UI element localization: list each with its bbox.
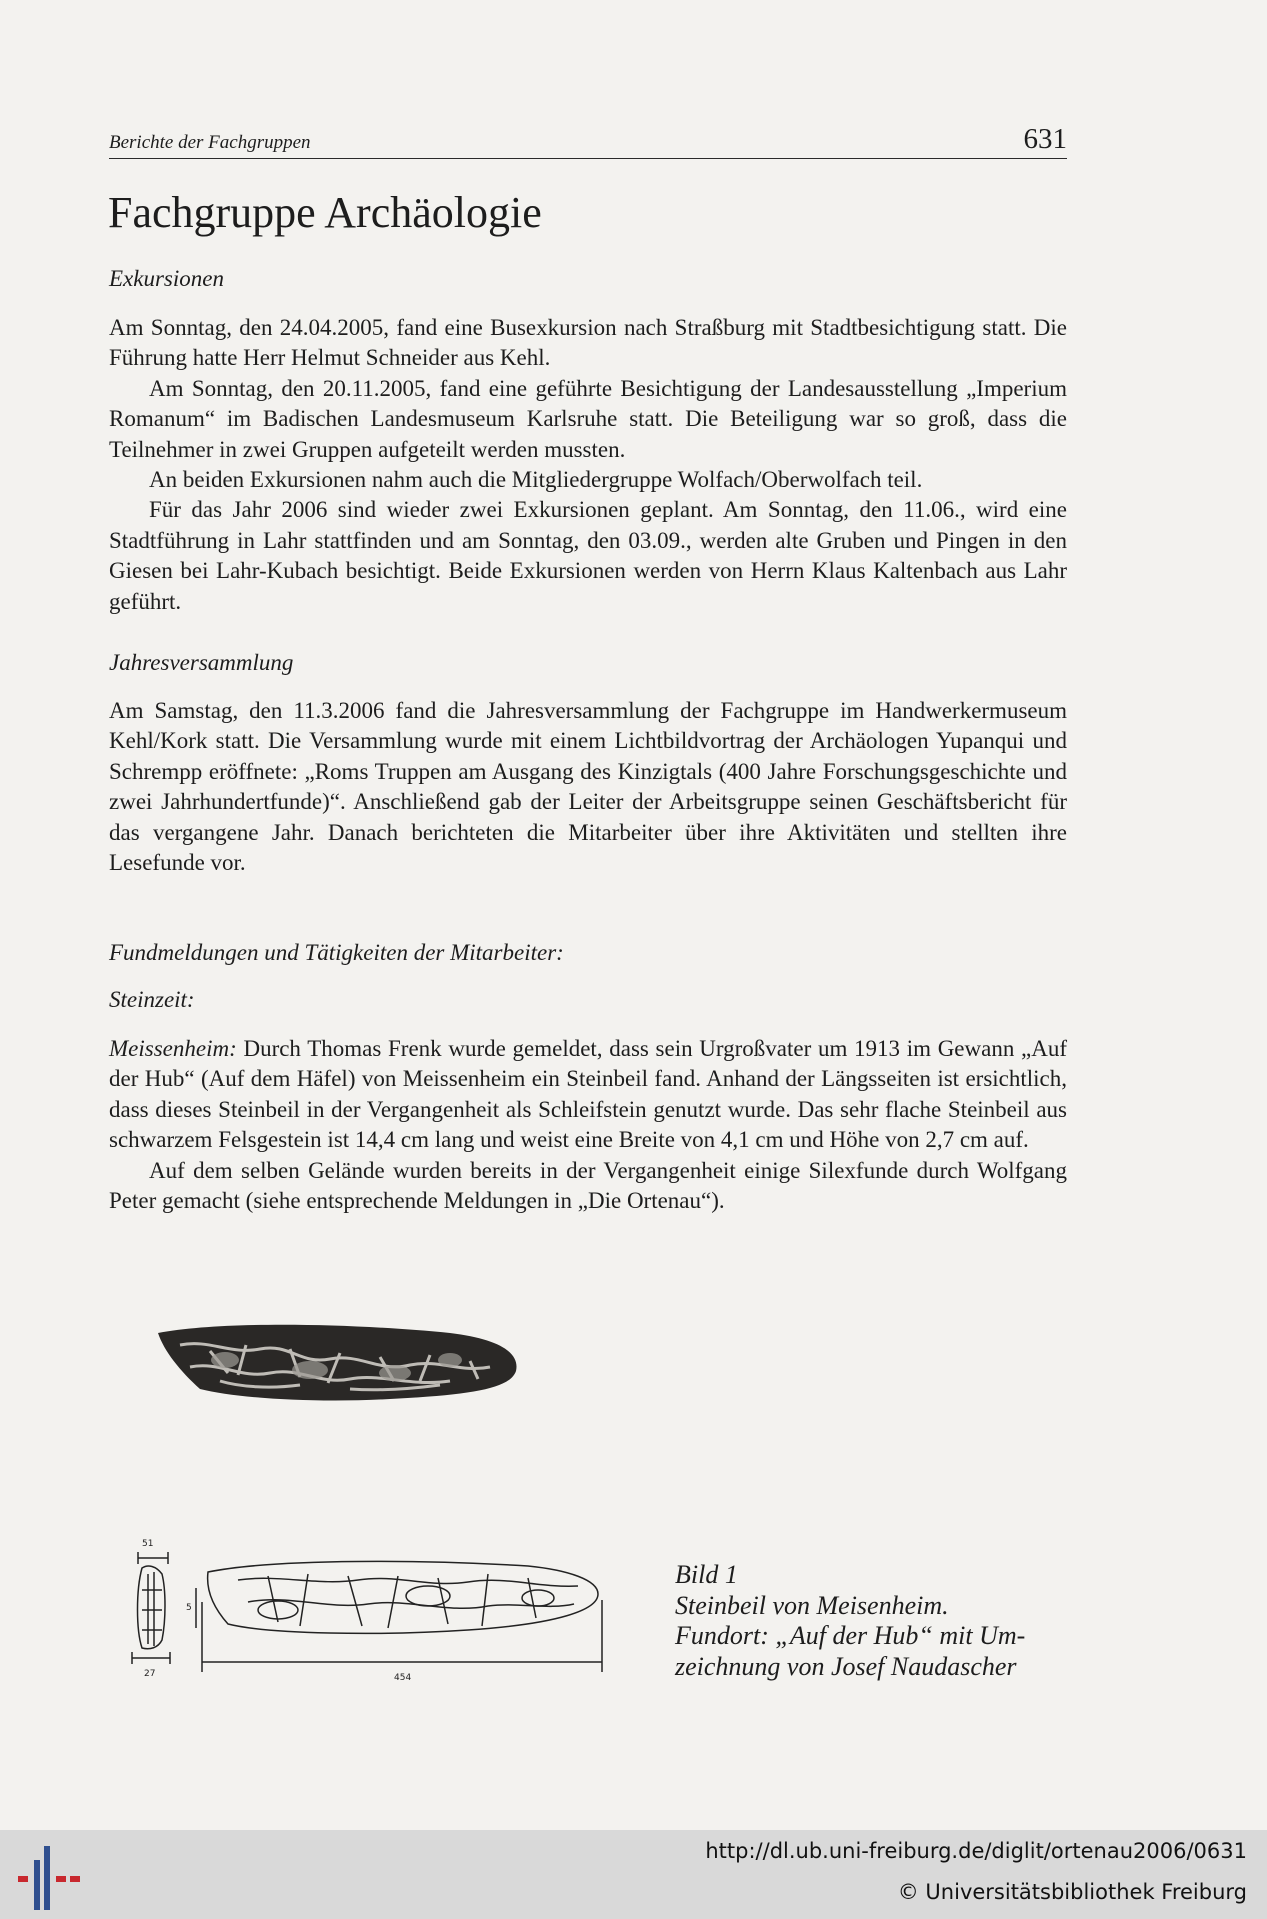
place-label: Meissenheim:	[109, 1036, 237, 1061]
running-head-title: Berichte der Fachgruppen	[109, 132, 311, 153]
running-head	[109, 122, 1067, 159]
section-body-jahresversammlung	[109, 696, 1067, 878]
paragraph: An beiden Exkursionen nahm auch die Mitgliedergruppe Wolfach/Oberwolfach teil.	[149, 467, 923, 493]
section-heading-jahresversammlung: Jahresversammlung	[109, 650, 294, 675]
footer-copyright: © Universitätsbibliothek Freiburg	[897, 1880, 1247, 1904]
section-heading-fundmeldungen: Fundmeldungen und Tätigkeiten der Mitarbeiter:	[109, 940, 564, 965]
paragraph: Am Sonntag, den 24.04.2005, fand eine Busexkursion nach Straßburg mit Stadtbesichtigung statt. Die Führung hatte Herr Helmut Schneider aus Kehl.	[109, 315, 1067, 371]
subheading-steinzeit: Steinzeit:	[109, 987, 195, 1012]
paragraph: Für das Jahr 2006 sind wieder zwei Exkursionen geplant. Am Sonntag, den 11.06., wird eine Stadtführung in Lahr stattfinden und am Sonntag, den 03.09., werden alte Gruben und Pingen in den Giesen bei Lahr-Kubach besichtigt. Beide Exkursionen werden von Herrn Klaus Kaltenbach aus Lahr geführt.	[109, 497, 1067, 614]
section-body-fundmeldungen	[109, 1034, 1067, 1216]
section-body-exkursionen	[109, 313, 1067, 617]
caption-line: Bild 1	[675, 1560, 738, 1589]
section-heading-exkursionen: Exkursionen	[109, 266, 224, 291]
paragraph-text: Durch Thomas Frenk wurde gemeldet, dass sein Urgroßvater um 1913 im Gewann „Auf der Hub“ (Auf dem Häfel) von Meissenheim ein Steinbeil fand. Anhand der Längsseiten ist ersichtlich, dass dieses Steinbeil in der Vergangenheit als Schleifstein genutzt wurde. Das sehr flache Steinbeil aus schwarzem Felsgestein ist 14,4 cm lang und weist eine Breite von 4,1 cm und Höhe von 2,7 cm auf.	[109, 1036, 1067, 1153]
stone-axe-drawing	[128, 1530, 628, 1690]
drawing-label-height: 27	[144, 1669, 156, 1679]
drawing-label-width: 51	[142, 1539, 154, 1549]
paragraph	[109, 1034, 1067, 1156]
paragraph: Am Samstag, den 11.3.2006 fand die Jahresversammlung der Fachgruppe im Handwerkermuseum Kehl/Kork statt. Die Versammlung wurde mit einem Lichtbildvortrag der Archäologen Yupanqui und Schrempp eröffnete: „Roms Truppen am Ausgang des Kinzigtals (400 Jahre Forschungsgeschichte und zwei Jahrhundertfunde)“. Anschließend gab der Leiter der Arbeitsgruppe seinen Geschäftsbericht für das vergangene Jahr. Danach berichteten die Mitarbeiter über ihre Aktivitäten und stellten ihre Lesefunde vor.	[109, 698, 1067, 876]
caption-line: Steinbeil von Meisenheim.	[675, 1590, 949, 1620]
paragraph: Am Sonntag, den 20.11.2005, fand eine geführte Besichtigung der Landesausstellung „Imperium Romanum“ im Badischen Landesmuseum Karlsruhe statt. Die Beteiligung war so groß, dass die Teilnehmer in zwei Gruppen aufgeteilt werden mussten.	[109, 375, 1067, 462]
drawing-label-length: 454	[394, 1673, 412, 1683]
caption-line: Fundort: „Auf der Hub“ mit Um-	[675, 1621, 1026, 1650]
chapter-title: Fachgruppe Archäologie	[108, 188, 542, 237]
drawing-label-side: 5	[186, 1603, 192, 1613]
page-number: 631	[1023, 123, 1067, 155]
footer-bar	[0, 1830, 1267, 1919]
figure-caption	[675, 1560, 1025, 1682]
library-logo-icon	[14, 1846, 84, 1910]
footer-url[interactable]: http://dl.ub.uni-freiburg.de/diglit/ortenau2006/0631	[705, 1839, 1247, 1863]
paragraph: Auf dem selben Gelände wurden bereits in der Vergangenheit einige Silexfunde durch Wolfgang Peter gemacht (siehe entsprechende Meldungen in „Die Ortenau“).	[109, 1157, 1067, 1214]
stone-axe-photo	[150, 1315, 530, 1425]
caption-line: zeichnung von Josef Naudascher	[675, 1651, 1017, 1681]
